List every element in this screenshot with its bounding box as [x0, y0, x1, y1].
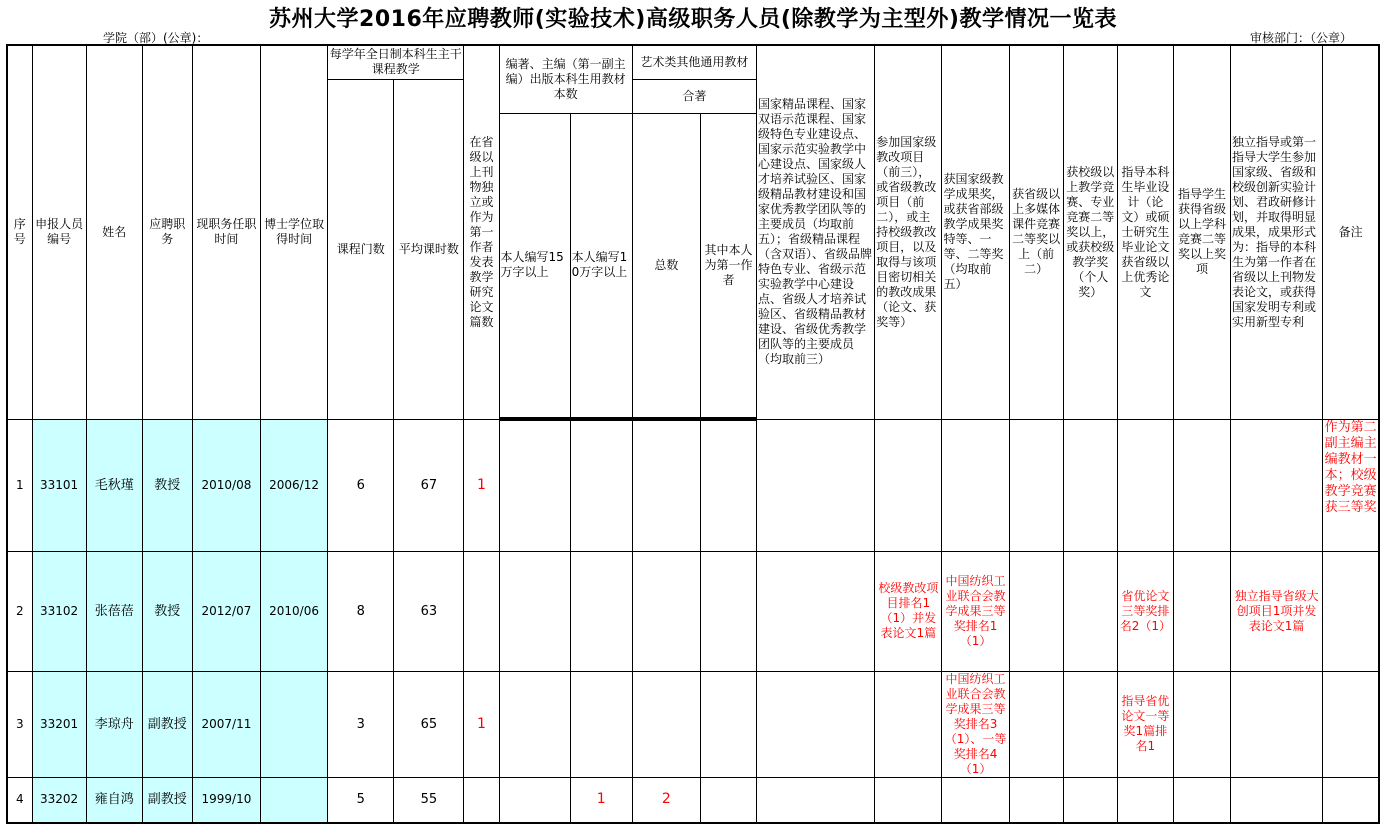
- cell-national: [757, 777, 875, 823]
- cell-papers: [464, 551, 499, 671]
- cell-papers: 1: [464, 671, 499, 777]
- cell-seq: 1: [7, 419, 32, 551]
- header-seq: 序号: [7, 45, 32, 419]
- header-multimedia: 获省级以上多媒体课件竞赛二等奖以上（前二）: [1009, 45, 1063, 419]
- cell-applicant-id: 33102: [32, 551, 86, 671]
- cell-multimedia: [1009, 671, 1063, 777]
- table-row: [7, 419, 1379, 551]
- cell-multimedia: [1009, 419, 1063, 551]
- header-national-projects: 国家精品课程、国家双语示范课程、国家级特色专业建设点、国家示范实验教学中心建设点、国家级人才培养试验区、国家级精品教材建设和国家优秀教学团队等的主要成员（均取前五）；省级精品课程（含双语）、省级品牌特色专业、省级示范实验教学中心建设点、省级人才培养试验区、省级精品教材建设、省级优秀教学团队等的主要成员（均取前三）: [757, 45, 875, 419]
- cell-hours: 65: [394, 671, 464, 777]
- header-student-competition: 指导学生获得省级以上学科竞赛二等奖以上奖项: [1173, 45, 1230, 419]
- cell-position: 教授: [142, 419, 192, 551]
- header-own-10: 本人编写10万字以上: [570, 113, 632, 419]
- cell-own-15: [499, 671, 570, 777]
- cell-achievement: [942, 419, 1009, 551]
- cell-achievement: 中国纺织工业联合会教学成果三等奖排名1（1）: [942, 551, 1009, 671]
- cell-competition: [1173, 551, 1230, 671]
- cell-hours: 55: [394, 777, 464, 823]
- header-current-position-time: 现职务任职时间: [192, 45, 260, 419]
- cell-papers: [464, 777, 499, 823]
- table-row: [7, 551, 1379, 671]
- cell-first-author: [700, 419, 756, 551]
- cell-thesis: 省优论文三等奖排名2（1）: [1117, 551, 1173, 671]
- cell-total: [632, 671, 700, 777]
- header-own-15: 本人编写15万字以上: [499, 113, 570, 419]
- cell-national: [757, 419, 875, 551]
- cell-competition: [1173, 777, 1230, 823]
- cell-national: [757, 671, 875, 777]
- table-row: [7, 777, 1379, 823]
- cell-name: 毛秋瑾: [86, 419, 142, 551]
- header-school-award: 获校级以上教学竞赛、专业竞赛二等奖以上，或获校级教学奖（个人奖）: [1063, 45, 1117, 419]
- cell-own-10: [570, 671, 632, 777]
- cell-remarks: [1323, 671, 1379, 777]
- cell-multimedia: [1009, 551, 1063, 671]
- cell-seq: 2: [7, 551, 32, 671]
- cell-reform: [875, 419, 942, 551]
- cell-courses: 3: [328, 671, 394, 777]
- cell-school-award: [1063, 551, 1117, 671]
- cell-papers: 1: [464, 419, 499, 551]
- cell-own-15: [499, 551, 570, 671]
- cell-total: 2: [632, 777, 700, 823]
- cell-hours: 63: [394, 551, 464, 671]
- header-phd-time: 博士学位取得时间: [261, 45, 328, 419]
- page-title: 苏州大学2016年应聘教师(实验技术)高级职务人员(除教学为主型外)教学情况一览表: [269, 7, 1117, 32]
- cell-position: 教授: [142, 551, 192, 671]
- audit-department-label: 审核部门：（公章）: [1249, 31, 1352, 45]
- header-applicant-id: 申报人员编号: [32, 45, 86, 419]
- header-art-group: 艺术类其他通用教材: [632, 45, 756, 79]
- header-avg-hours: 平均课时数: [394, 79, 464, 419]
- cell-school-award: [1063, 419, 1117, 551]
- header-total: 总数: [632, 113, 700, 419]
- cell-current-time: 2007/11: [192, 671, 260, 777]
- cell-first-author: [700, 777, 756, 823]
- cell-hours: 67: [394, 419, 464, 551]
- teaching-summary-table: [6, 44, 1380, 824]
- cell-applicant-id: 33202: [32, 777, 86, 823]
- cell-remarks: [1323, 551, 1379, 671]
- cell-thesis: [1117, 419, 1173, 551]
- cell-current-time: 2010/08: [192, 419, 260, 551]
- cell-seq: 3: [7, 671, 32, 777]
- header-coauthor: 合著: [632, 79, 756, 113]
- cell-remarks: [1323, 777, 1379, 823]
- cell-current-time: 1999/10: [192, 777, 260, 823]
- cell-phd-time: 2010/06: [261, 551, 328, 671]
- header-achievement-award: 获国家级教学成果奖，或获省部级教学成果奖特等、一等、二等奖（均取前五）: [942, 45, 1009, 419]
- cell-achievement: [942, 777, 1009, 823]
- cell-independent: 独立指导省级大创项目1项并发表论文1篇: [1231, 551, 1323, 671]
- cell-applicant-id: 33201: [32, 671, 86, 777]
- cell-own-10: [570, 551, 632, 671]
- cell-multimedia: [1009, 777, 1063, 823]
- cell-position: 副教授: [142, 671, 192, 777]
- cell-position: 副教授: [142, 777, 192, 823]
- cell-total: [632, 419, 700, 551]
- cell-independent: [1231, 777, 1323, 823]
- header-reform-projects: 参加国家级教改项目（前三），或省级教改项目（前二），或主持校级教改项目，以及取得与该项目密切相关的教改成果（论文、获奖等）: [875, 45, 942, 419]
- header-papers: 在省级以上刊物独立或作为第一作者发表教学研究论文篇数: [464, 45, 499, 419]
- cell-own-15: [499, 777, 570, 823]
- cell-courses: 5: [328, 777, 394, 823]
- cell-reform: [875, 777, 942, 823]
- cell-first-author: [700, 551, 756, 671]
- cell-seq: 4: [7, 777, 32, 823]
- college-seal-label: 学院（部）(公章)：: [103, 31, 209, 45]
- cell-independent: [1231, 671, 1323, 777]
- cell-competition: [1173, 671, 1230, 777]
- cell-national: [757, 551, 875, 671]
- header-remarks: 备注: [1323, 45, 1379, 419]
- cell-school-award: [1063, 671, 1117, 777]
- header-position: 应聘职务: [142, 45, 192, 419]
- cell-applicant-id: 33101: [32, 419, 86, 551]
- cell-courses: 6: [328, 419, 394, 551]
- cell-current-time: 2012/07: [192, 551, 260, 671]
- cell-own-10: [570, 419, 632, 551]
- cell-thesis: [1117, 777, 1173, 823]
- cell-independent: [1231, 419, 1323, 551]
- cell-total: [632, 551, 700, 671]
- cell-courses: 8: [328, 551, 394, 671]
- cell-thesis: 指导省优论文一等奖1篇排名1: [1117, 671, 1173, 777]
- cell-achievement: 中国纺织工业联合会教学成果三等奖排名3（1）、一等奖排名4（1）: [942, 671, 1009, 777]
- cell-name: 李琼舟: [86, 671, 142, 777]
- header-first-author: 其中本人为第一作者: [700, 113, 756, 419]
- header-teaching-group: 每学年全日制本科生主干课程教学: [328, 45, 464, 79]
- cell-name: 张蓓蓓: [86, 551, 142, 671]
- cell-first-author: [700, 671, 756, 777]
- cell-competition: [1173, 419, 1230, 551]
- header-thesis-guidance: 指导本科生毕业设计（论文）或硕士研究生毕业论文获省级以上优秀论文: [1117, 45, 1173, 419]
- header-independent-guidance: 独立指导或第一指导大学生参加国家级、省级和校级创新实验计划、君政研修计划，并取得明显成果，成果形式为：指导的本科生为第一作者在省级以上刊物发表论文，或获得国家发明专利或实用新型专利: [1231, 45, 1323, 419]
- cell-name: 雍自鸿: [86, 777, 142, 823]
- header-name: 姓名: [86, 45, 142, 419]
- cell-remarks: 作为第二副主编主编教材一本；校级教学竞赛获三等奖: [1323, 419, 1379, 551]
- header-textbook-group: 编著、主编（第一副主编）出版本科生用教材本数: [499, 45, 632, 113]
- cell-reform: [875, 671, 942, 777]
- cell-phd-time: [261, 671, 328, 777]
- header-course-count: 课程门数: [328, 79, 394, 419]
- cell-reform: 校级教改项目排名1（1）并发表论文1篇: [875, 551, 942, 671]
- cell-phd-time: [261, 777, 328, 823]
- cell-phd-time: 2006/12: [261, 419, 328, 551]
- cell-own-15: [499, 419, 570, 551]
- cell-own-10: 1: [570, 777, 632, 823]
- cell-school-award: [1063, 777, 1117, 823]
- table-row: [7, 671, 1379, 777]
